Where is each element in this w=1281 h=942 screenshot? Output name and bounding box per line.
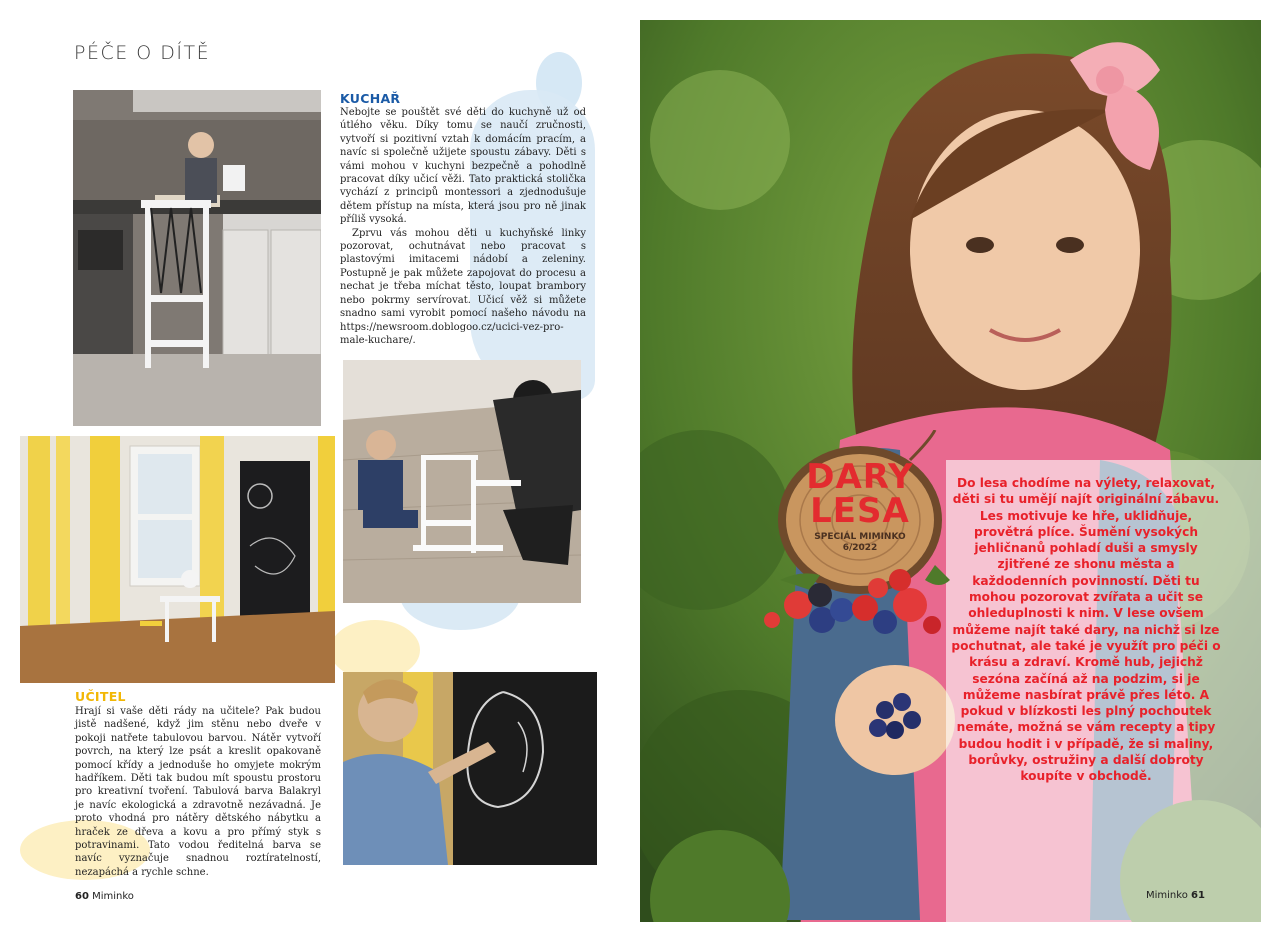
photo-chalkboard-room: [20, 436, 335, 683]
badge-sub-line-1: SPECIÁL MIMINKO: [814, 532, 906, 542]
forest-intro-text: Do lesa chodíme na výlety, relaxovat, děti si tu umějí najít originální zábavu. Les motivuje ke hře, uklidňuje, provětrá plíce. Šumění vysokých jehličnanů pohladí duši a smysly zjitřené ze shonu města a každodenních povinností. Děti tu mohou pozorovat zvířata a učit se ohleduplnosti k nim. V lese ovšem můžeme najít také dary, na nichž si lze pochutnat, ale také je využít pro péči o krásu a zdraví. Kromě hub, jejichž sezóna začíná až na podzim, si je můžeme nasbírat právě přes léto. A pokud v blízkosti les plný pochoutek nemáte, možná se vám recepty a tipy budou hodit i v případě, že si maliny, borůvky, ostružiny a další dobroty koupíte v obchodě.: [951, 476, 1221, 784]
right-magazine-name: Miminko: [1146, 890, 1188, 901]
boy-photo-illustration: [343, 672, 597, 865]
right-folio: [1146, 890, 1205, 901]
kuchar-text: [340, 106, 586, 347]
photo-boy-chalkboard: [343, 672, 597, 865]
ucitel-heading: UČITEL: [75, 689, 126, 704]
building-photo-illustration: [343, 360, 581, 603]
ucitel-paragraph-1: Hrají si vaše děti rády na učitele? Pak budou jistě nadšené, když jim stěnu nebo dveře v pokoji natřete tabulovou barvou. Nátěr vytvoří povrch, na který lze psát a kreslit opakovaně pomocí křídy a jednoduše ho omyjete mokrým hadříkem. Děti tak budou mít spoustu prostoru pro kreativní tvoření. Tabulová barva Balakryl je navíc ekologická a zdravotně nezávadná. Je proto vhodná pro nátěry dětského nábytku a hraček ze dřeva a kovu a pro přímý styk s potravinami. Tato vodou ředitelná barva se navíc vyznačuje snadnou roztíratelností, nezapáchá a rychle schne.: [75, 706, 321, 878]
forest-girl-photo: [640, 20, 1261, 922]
badge-title-line-2: LESA: [810, 491, 910, 531]
photo-kitchen-learning-tower: [73, 90, 321, 426]
badge-title: [780, 457, 940, 531]
right-page-number: 61: [1191, 890, 1205, 901]
right-page: [640, 20, 1261, 922]
kuchar-paragraph-2: Zprvu vás mohou děti u kuchyňské linky pozorovat, ochutnávat nebo pracovat s plastovými imitacemi nádobí a zeleniny. Postupně je pak můžete zapojovat do procesu a nechat je třeba míchat těsto, loupat brambory nebo pokrmy servírovat. Učicí věž si můžete snadno sami vyrobit pomocí našeho návodu na https://newsroom.doblogoo.cz/ucici-vez-pro-male-kuchare/.: [340, 227, 586, 346]
kitchen-photo-illustration: [73, 90, 321, 426]
kuchar-heading: KUCHAŘ: [340, 91, 401, 106]
ucitel-text: [75, 705, 321, 879]
badge-sub-line-2: 6/2022: [842, 543, 878, 553]
badge-title-line-1: DARY: [806, 457, 914, 497]
photo-building-tower: [343, 360, 581, 603]
left-folio: [75, 891, 134, 902]
room-photo-illustration: [20, 436, 335, 683]
left-page: [0, 0, 640, 942]
left-magazine-name: Miminko: [92, 891, 134, 902]
badge-subtitle: [780, 532, 940, 554]
left-page-number: 60: [75, 891, 89, 902]
decor-yellow-blob-2: [330, 620, 420, 680]
kuchar-paragraph-1: Nebojte se pouštět své děti do kuchyně už od útlého věku. Díky tomu se naučí zručnosti, vytvoří si pozitivní vztah k domácím pracím, a navíc si společně užijete spoustu zábavy. Děti s vámi mohou v kuchyni bezpečně a pohodlně pracovat díky učicí věži. Tato praktická stolička vychází z principů montessori a zjednodušuje dětem přístup na místa, která jsou pro ně jinak příliš vysoká.: [340, 107, 586, 226]
section-title: PÉČE O DÍTĚ: [74, 42, 211, 64]
dary-lesa-badge: [760, 430, 950, 650]
